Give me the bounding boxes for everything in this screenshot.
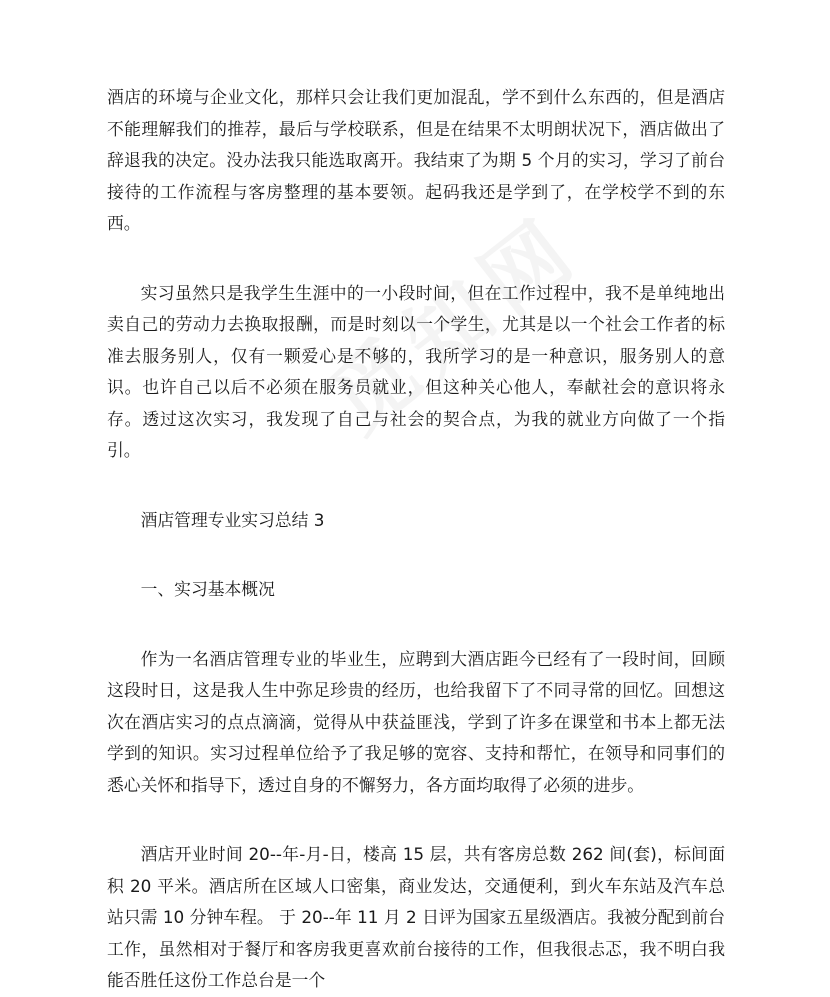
section-title: 酒店管理专业实习总结 3 <box>140 509 325 530</box>
paragraph-gap <box>107 467 725 505</box>
paragraph-gap <box>107 801 725 839</box>
paragraph-gap <box>107 240 725 278</box>
paragraph-1: 酒店的环境与企业文化，那样只会让我们更加混乱，学不到什么东西的，但是酒店不能理解我们的推荐，最后与学校联系，但是在结果不太明朗状况下，酒店做出了辞退我的决定。没办法我只能选取离开。我结束了为期 5 个月的实习，学习了前台接待的工作流程与客房整理的基本要领。起码我还是学到了，在学校学不到的东西。 <box>107 87 725 233</box>
paragraph-3: 作为一名酒店管理专业的毕业生，应聘到大酒店距今已经有了一段时间，回顾这段时日，这是我人生中弥足珍贵的经历，也给我留下了不同寻常的回忆。回想这次在酒店实习的点点滴滴，觉得从中获益匪浅，学到了许多在课堂和书本上都无法学到的知识。实习过程单位给予了我足够的宽容、支持和帮忙，在领导和同事们的悉心关怀和指导下，透过自身的不懈努力，各方面均取得了必须的进步。 <box>107 648 725 795</box>
paragraph-4: 酒店开业时间 20--年-月-日，楼高 15 层，共有客房总数 262 间(套)，标间面积 20 平米。酒店所在区域人口密集，商业发达，交通便利，到火车东站及汽车总站只需 10 分钟车程。 于 20--年 11 月 2 日评为国家五星级酒店。我被分配到前台工作，虽然相对于餐厅和客房我更喜欢前台接待的工作，但我很忐忑，我不明白我能否胜任这份工作总台是一个 <box>107 844 725 990</box>
paragraph-gap <box>107 536 725 574</box>
subsection-title: 一、实习基本概况 <box>140 579 275 599</box>
paragraph-2: 实习虽然只是我学生生涯中的一小段时间，但在工作过程中，我不是单纯地出卖自己的劳动力去换取报酬，而是时刻以一个学生，尤其是以一个社会工作者的标准去服务别人，仅有一颗爱心是不够的，我所学习的是一种意识，服务别人的意识。也许自己以后不必须在服务员就业，但这种关心他人，奉献社会的意识将永存。透过这次实习，我发现了自己与社会的契合点，为我的就业方向做了一个指引。 <box>107 282 725 460</box>
document-body <box>107 82 725 997</box>
paragraph-gap <box>107 606 725 644</box>
